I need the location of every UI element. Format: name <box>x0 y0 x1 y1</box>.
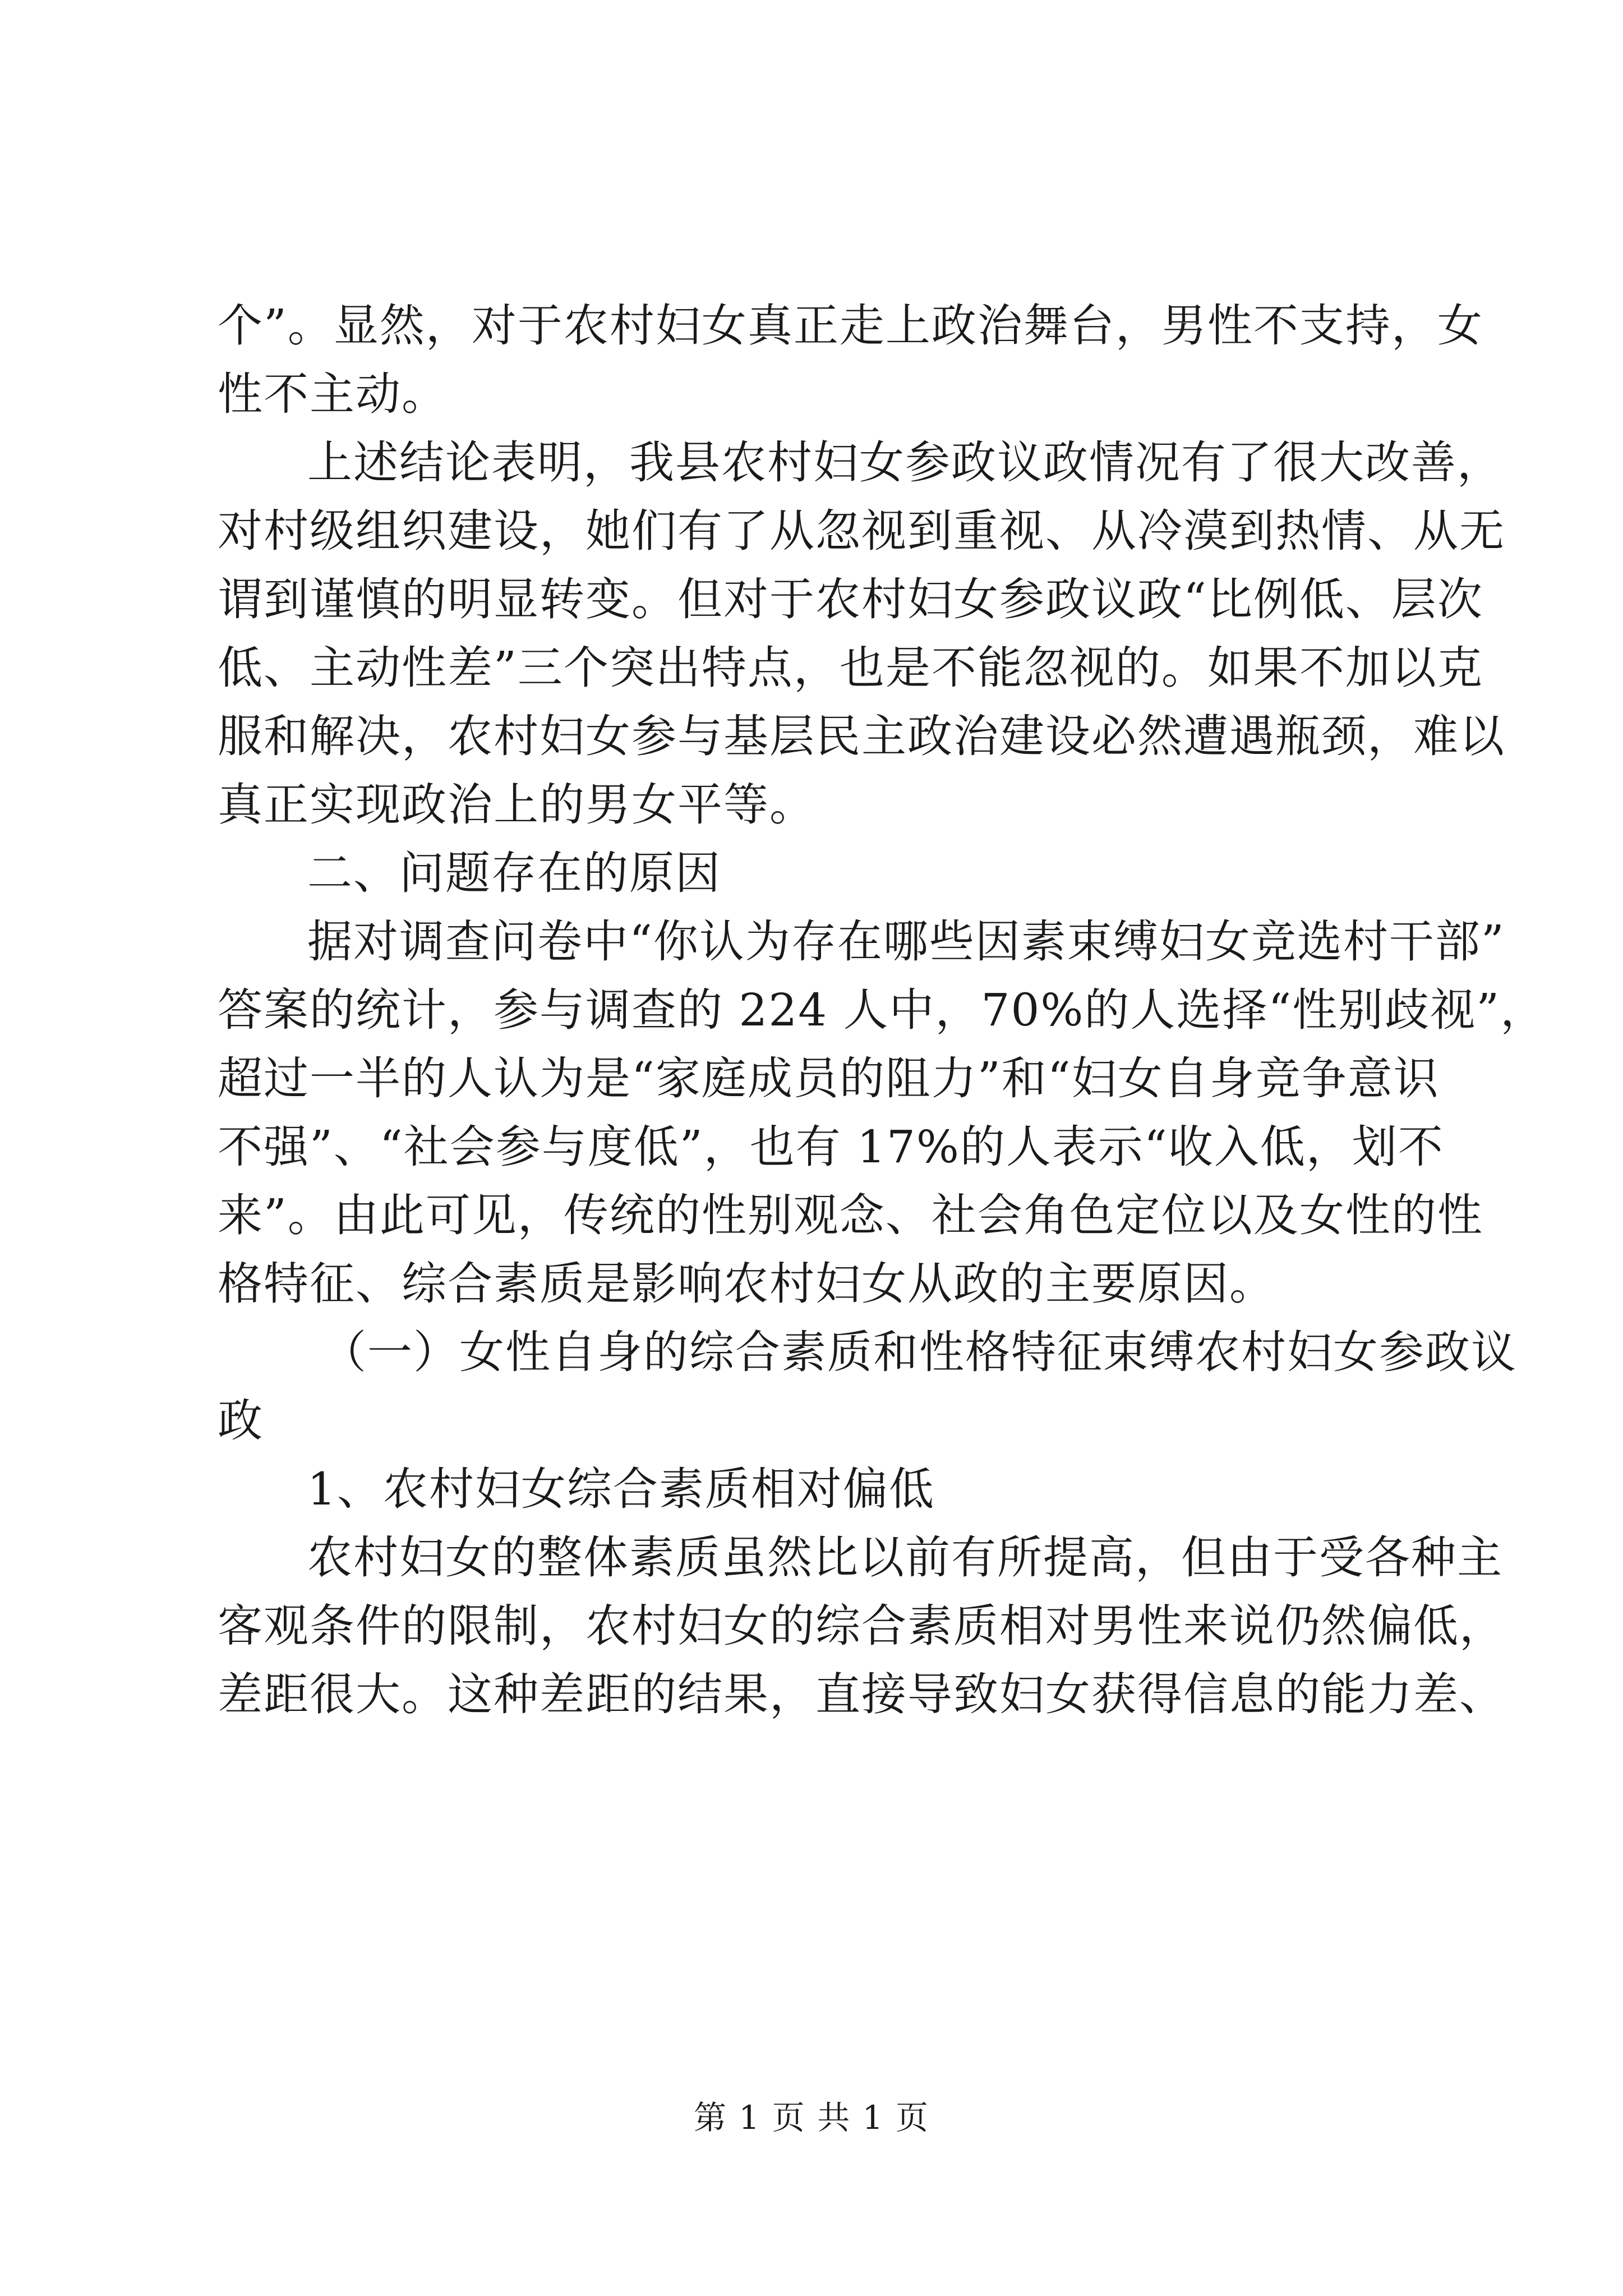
text-line: 对村级组织建设，她们有了从忽视到重视、从冷漠到热情、从无 <box>218 505 1505 557</box>
text-line: 据对调查问卷中“你认为存在哪些因素束缚妇女竞选村干部” <box>307 915 1505 968</box>
text-line: 农村妇女的整体素质虽然比以前有所提高，但由于受各种主 <box>307 1531 1503 1584</box>
subsection-heading-cont: 政 <box>218 1395 264 1447</box>
text-line: 客观条件的限制，农村妇女的综合素质相对男性来说仍然偏低， <box>218 1600 1505 1652</box>
numbered-heading: 1、农村妇女综合素质相对偏低 <box>307 1463 935 1515</box>
text-line: 谓到谨慎的明显转变。但对于农村妇女参政议政“比例低、层次 <box>218 573 1483 625</box>
text-line: 来”。由此可见，传统的性别观念、社会角色定位以及女性的性 <box>218 1189 1483 1241</box>
document-body <box>218 292 1547 1729</box>
subsection-heading: （一）女性自身的综合素质和性格特征束缚农村妇女参政议 <box>321 1326 1517 1378</box>
text-line: 答案的统计，参与调查的 224 人中，70%的人选择“性别歧视”， <box>218 984 1547 1036</box>
text-line: 性不主动。 <box>218 368 448 420</box>
text-line: 真正实现政治上的男女平等。 <box>218 779 815 831</box>
text-line: 格特征、综合素质是影响农村妇女从政的主要原因。 <box>218 1258 1275 1310</box>
section-heading: 二、问题存在的原因 <box>307 847 721 899</box>
text-line: 差距很大。这种差距的结果，直接导致妇女获得信息的能力差、 <box>218 1668 1505 1720</box>
text-line: 超过一半的人认为是“家庭成员的阻力”和“妇女自身竞争意识 <box>218 1052 1440 1105</box>
text-line: 低、主动性差”三个突出特点，也是不能忽视的。如果不加以克 <box>218 642 1483 694</box>
text-line: 个”。显然，对于农村妇女真正走上政治舞台，男性不支持，女 <box>218 300 1483 352</box>
text-line: 不强”、“社会参与度低”，也有 17%的人表示“收入低，划不 <box>218 1121 1444 1173</box>
page-number-footer: 第 1 页 共 1 页 <box>694 2099 929 2137</box>
text-line: 服和解决，农村妇女参与基层民主政治建设必然遭遇瓶颈，难以 <box>218 710 1505 762</box>
text-line: 上述结论表明，我县农村妇女参政议政情况有了很大改善， <box>307 436 1503 489</box>
